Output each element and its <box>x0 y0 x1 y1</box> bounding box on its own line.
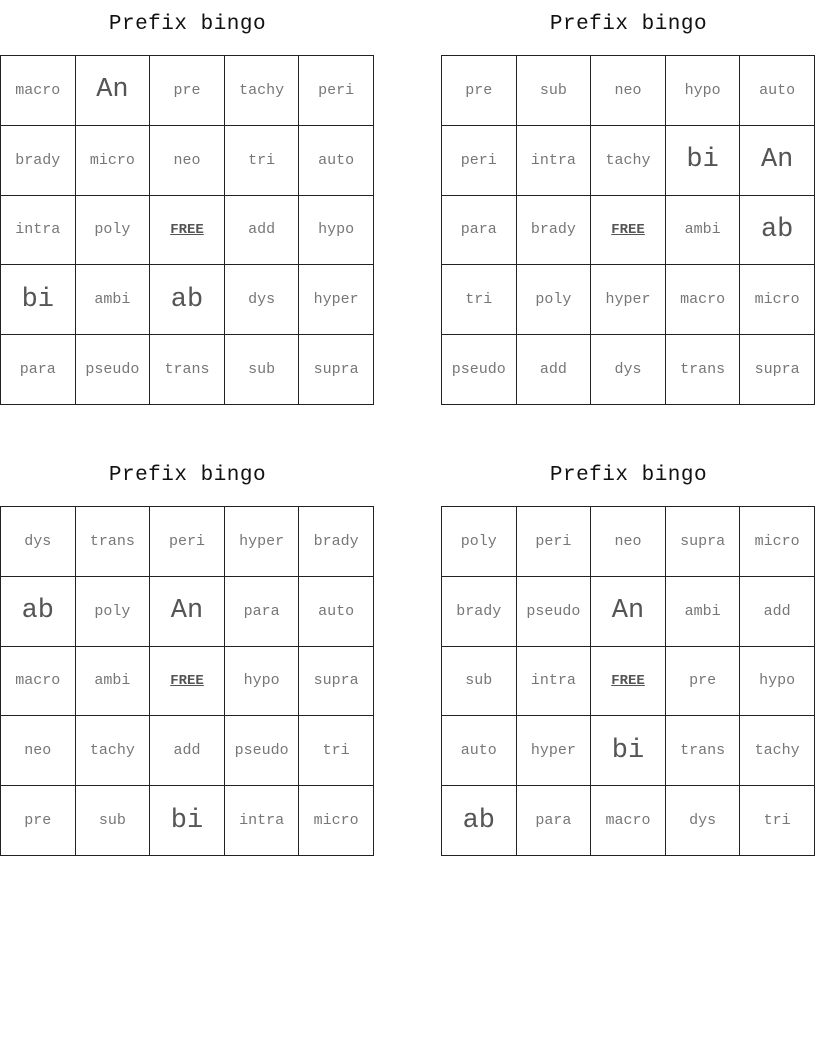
bingo-cell: tachy <box>76 716 151 786</box>
bingo-cell: trans <box>76 507 151 577</box>
bingo-cell: tri <box>442 265 517 335</box>
card-title: Prefix bingo <box>108 464 267 487</box>
bingo-cell: neo <box>591 56 666 126</box>
bingo-cell: pre <box>1 786 76 856</box>
bingo-cell: ab <box>442 786 517 856</box>
bingo-cell: sub <box>225 335 300 405</box>
bingo-cell: peri <box>150 507 225 577</box>
bingo-cell: tachy <box>225 56 300 126</box>
bingo-cell: pseudo <box>225 716 300 786</box>
bingo-cell: ambi <box>76 265 151 335</box>
bingo-cell: bi <box>1 265 76 335</box>
bingo-cell: supra <box>666 507 741 577</box>
bingo-cell: brady <box>1 126 76 196</box>
card-title: Prefix bingo <box>549 464 708 487</box>
bingo-cell: poly <box>442 507 517 577</box>
bingo-cell: macro <box>591 786 666 856</box>
bingo-cell: macro <box>1 56 76 126</box>
bingo-cell: ab <box>740 196 815 266</box>
bingo-cell: supra <box>299 647 374 717</box>
bingo-cell: micro <box>740 265 815 335</box>
bingo-cell: tachy <box>740 716 815 786</box>
bingo-cell: dys <box>225 265 300 335</box>
bingo-cell: macro <box>666 265 741 335</box>
bingo-cell: An <box>76 56 151 126</box>
bingo-cell: add <box>150 716 225 786</box>
bingo-cell: sub <box>442 647 517 717</box>
bingo-cell: hypo <box>299 196 374 266</box>
bingo-cell: sub <box>76 786 151 856</box>
bingo-cell: add <box>225 196 300 266</box>
free-space-cell: FREE <box>591 647 666 717</box>
bingo-cell: bi <box>150 786 225 856</box>
bingo-cell: trans <box>666 716 741 786</box>
bingo-cell: brady <box>299 507 374 577</box>
bingo-cell: para <box>442 196 517 266</box>
bingo-cell: hyper <box>299 265 374 335</box>
bingo-cell: tri <box>225 126 300 196</box>
bingo-cell: pre <box>666 647 741 717</box>
bingo-cell: dys <box>591 335 666 405</box>
bingo-cell: poly <box>517 265 592 335</box>
bingo-cell: auto <box>740 56 815 126</box>
bingo-cell: ambi <box>76 647 151 717</box>
bingo-cell: peri <box>442 126 517 196</box>
card-title: Prefix bingo <box>549 13 708 36</box>
bingo-cell: intra <box>1 196 76 266</box>
bingo-cell: sub <box>517 56 592 126</box>
card-title: Prefix bingo <box>108 13 267 36</box>
bingo-cell: bi <box>666 126 741 196</box>
bingo-cell: supra <box>299 335 374 405</box>
bingo-cell: brady <box>517 196 592 266</box>
bingo-cell: An <box>740 126 815 196</box>
bingo-cell: hyper <box>225 507 300 577</box>
bingo-cell: neo <box>591 507 666 577</box>
bingo-grid <box>0 55 374 405</box>
bingo-cell: intra <box>517 647 592 717</box>
bingo-cell: intra <box>517 126 592 196</box>
bingo-cell: para <box>225 577 300 647</box>
bingo-cell: auto <box>299 126 374 196</box>
free-space-cell: FREE <box>150 647 225 717</box>
bingo-cell: pseudo <box>517 577 592 647</box>
bingo-cell: peri <box>299 56 374 126</box>
bingo-cell: intra <box>225 786 300 856</box>
bingo-cell: trans <box>150 335 225 405</box>
bingo-cell: add <box>740 577 815 647</box>
bingo-cell: micro <box>76 126 151 196</box>
bingo-cell: pre <box>442 56 517 126</box>
bingo-cell: poly <box>76 196 151 266</box>
bingo-cell: auto <box>442 716 517 786</box>
free-space-cell: FREE <box>150 196 225 266</box>
bingo-grid <box>441 506 815 856</box>
bingo-cell: neo <box>1 716 76 786</box>
bingo-cell: dys <box>666 786 741 856</box>
bingo-cell: para <box>517 786 592 856</box>
bingo-cell: macro <box>1 647 76 717</box>
bingo-cell: poly <box>76 577 151 647</box>
bingo-cell: ambi <box>666 196 741 266</box>
bingo-cell: hyper <box>591 265 666 335</box>
bingo-cell: neo <box>150 126 225 196</box>
bingo-cell: ambi <box>666 577 741 647</box>
bingo-cell: supra <box>740 335 815 405</box>
bingo-cell: pre <box>150 56 225 126</box>
bingo-cell: brady <box>442 577 517 647</box>
bingo-cell: micro <box>740 507 815 577</box>
bingo-grid <box>441 55 815 405</box>
bingo-cell: bi <box>591 716 666 786</box>
bingo-cell: tri <box>740 786 815 856</box>
bingo-cell: ab <box>1 577 76 647</box>
bingo-cell: tri <box>299 716 374 786</box>
bingo-cell: pseudo <box>442 335 517 405</box>
bingo-cell: ab <box>150 265 225 335</box>
bingo-cell: auto <box>299 577 374 647</box>
bingo-cell: peri <box>517 507 592 577</box>
bingo-cell: para <box>1 335 76 405</box>
bingo-cell: An <box>150 577 225 647</box>
bingo-grid <box>0 506 374 856</box>
bingo-cell: hypo <box>666 56 741 126</box>
bingo-cell: tachy <box>591 126 666 196</box>
free-space-cell: FREE <box>591 196 666 266</box>
bingo-cell: hypo <box>225 647 300 717</box>
bingo-cell: An <box>591 577 666 647</box>
bingo-cell: hypo <box>740 647 815 717</box>
bingo-cell: pseudo <box>76 335 151 405</box>
bingo-cell: dys <box>1 507 76 577</box>
bingo-cell: add <box>517 335 592 405</box>
bingo-cell: micro <box>299 786 374 856</box>
bingo-cell: trans <box>666 335 741 405</box>
bingo-cell: hyper <box>517 716 592 786</box>
